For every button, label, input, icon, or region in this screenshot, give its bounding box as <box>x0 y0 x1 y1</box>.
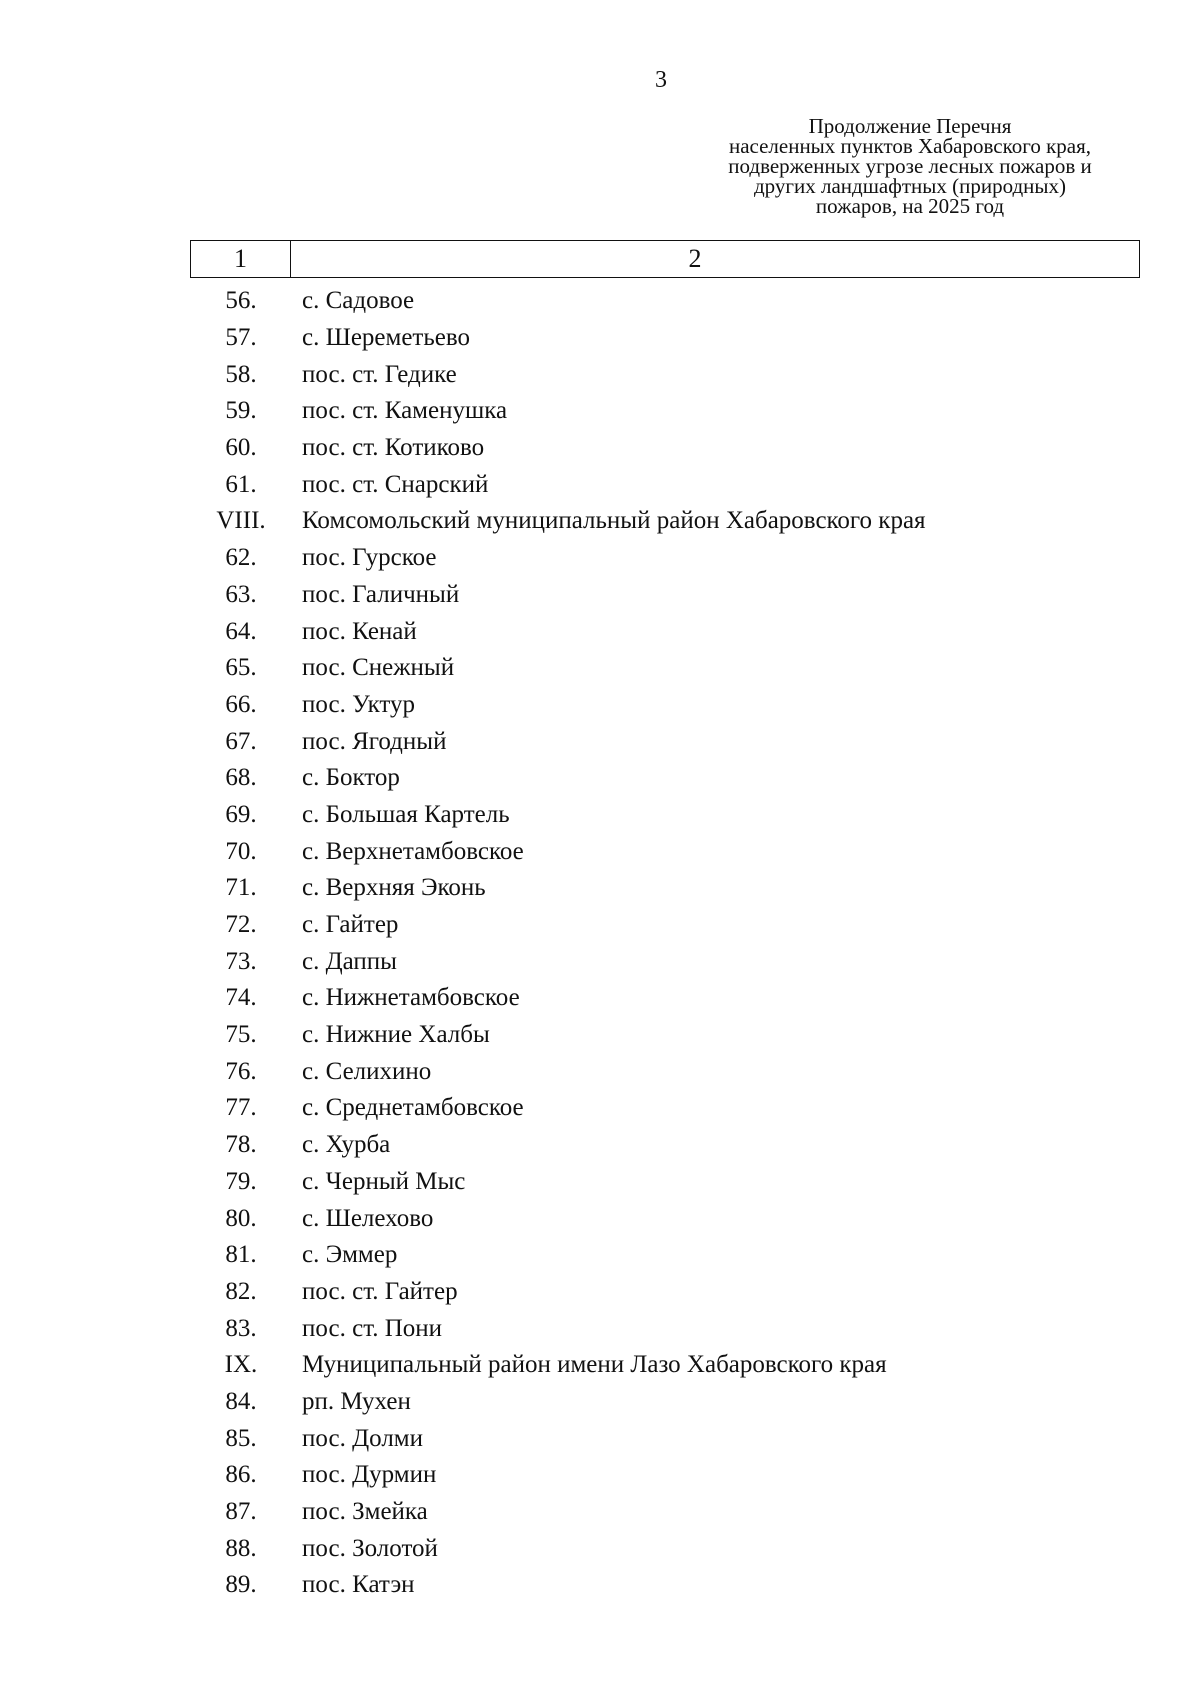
table-header <box>190 240 1140 278</box>
settlement-name: пос. Кенай <box>302 617 417 645</box>
row-number: 83. <box>225 1314 257 1342</box>
settlement-name: пос. Золотой <box>302 1534 438 1562</box>
settlement-name: пос. Ягодный <box>302 727 447 755</box>
table-row <box>190 1200 1140 1237</box>
row-number: 80. <box>225 1204 257 1232</box>
row-number: 60. <box>225 434 257 462</box>
row-number: 61. <box>225 470 257 498</box>
row-number: 58. <box>225 360 257 388</box>
settlement-name: пос. Уктур <box>302 690 416 718</box>
row-number: 79. <box>225 1167 257 1195</box>
settlement-name: пос. Долми <box>302 1424 423 1452</box>
row-number: 77. <box>225 1094 257 1122</box>
settlement-name: пос. ст. Снарский <box>302 470 489 498</box>
heading-line: подверженных угрозе лесных пожаров и <box>728 154 1092 178</box>
settlement-name: с. Верхняя Эконь <box>302 874 486 902</box>
row-number: 67. <box>225 727 257 755</box>
row-number: 65. <box>225 654 257 682</box>
row-number: 63. <box>225 580 257 608</box>
settlement-name: пос. Галичный <box>302 580 460 608</box>
row-number: 66. <box>225 690 257 718</box>
settlement-name: с. Даппы <box>302 947 397 975</box>
table-row <box>190 943 1140 980</box>
settlement-name: пос. Гурское <box>302 544 437 572</box>
table-row <box>190 980 1140 1017</box>
row-number: 78. <box>225 1131 257 1159</box>
settlement-name: пос. ст. Гайтер <box>302 1277 458 1305</box>
row-number: 75. <box>225 1021 257 1049</box>
table-row <box>190 760 1140 797</box>
row-number: 76. <box>225 1057 257 1085</box>
row-number: 84. <box>225 1387 257 1415</box>
settlement-name: с. Садовое <box>302 287 415 315</box>
row-number: 89. <box>225 1571 257 1599</box>
table-row <box>190 833 1140 870</box>
settlement-name: с. Шереметьево <box>302 324 470 352</box>
heading-line: Продолжение Перечня <box>808 114 1012 138</box>
table-row <box>190 1420 1140 1457</box>
table-row <box>190 1053 1140 1090</box>
row-number: 59. <box>225 397 257 425</box>
table-row <box>190 1494 1140 1531</box>
settlement-name: с. Боктор <box>302 764 400 792</box>
table-row <box>190 1127 1140 1164</box>
row-number: IX. <box>224 1351 258 1379</box>
row-number: 62. <box>225 544 257 572</box>
page-number: 3 <box>655 67 667 93</box>
settlement-name: пос. Змейка <box>302 1498 428 1526</box>
table-row <box>190 540 1140 577</box>
settlement-name: пос. Снежный <box>302 654 455 682</box>
table-row <box>190 393 1140 430</box>
table-row <box>190 870 1140 907</box>
row-number: 81. <box>225 1241 257 1269</box>
settlement-name: пос. Дурмин <box>302 1461 437 1489</box>
settlement-name: с. Черный Мыс <box>302 1167 466 1195</box>
row-number: 85. <box>225 1424 257 1452</box>
settlement-name: с. Гайтер <box>302 911 399 939</box>
row-number: 74. <box>225 984 257 1012</box>
settlement-name: пос. ст. Гедике <box>302 360 457 388</box>
settlement-name: Муниципальный район имени Лазо Хабаровского края <box>302 1351 887 1379</box>
table-row <box>190 1090 1140 1127</box>
table-row <box>190 577 1140 614</box>
table-row <box>190 1310 1140 1347</box>
table-row <box>190 1237 1140 1274</box>
heading-line: населенных пунктов Хабаровского края, <box>728 134 1092 158</box>
table-row <box>190 430 1140 467</box>
row-number: 70. <box>225 837 257 865</box>
settlement-name: с. Большая Картель <box>302 800 510 828</box>
table-row <box>190 320 1140 357</box>
table-row <box>190 687 1140 724</box>
row-number: 88. <box>225 1534 257 1562</box>
settlement-name: с. Среднетамбовское <box>302 1094 524 1122</box>
settlement-name: с. Хурба <box>302 1131 391 1159</box>
settlement-name: с. Селихино <box>302 1057 432 1085</box>
table-row <box>190 503 1140 540</box>
heading-line: пожаров, на 2025 год <box>815 194 1005 218</box>
settlement-name: пос. ст. Пони <box>302 1314 443 1342</box>
row-number: 82. <box>225 1277 257 1305</box>
row-number: 86. <box>225 1461 257 1489</box>
table-row <box>190 723 1140 760</box>
table-row <box>190 1530 1140 1567</box>
table-row <box>190 650 1140 687</box>
row-number: 69. <box>225 800 257 828</box>
table-row <box>190 356 1140 393</box>
table-row <box>190 1384 1140 1421</box>
settlement-list <box>190 283 1140 1604</box>
settlement-name: пос. ст. Каменушка <box>302 397 508 425</box>
row-number: VIII. <box>216 507 266 535</box>
row-number: 56. <box>225 287 257 315</box>
table-row <box>190 1274 1140 1311</box>
settlement-name: с. Шелехово <box>302 1204 434 1232</box>
settlement-name: Комсомольский муниципальный район Хабаровского края <box>302 507 926 535</box>
row-number: 57. <box>225 324 257 352</box>
table-row <box>190 1567 1140 1604</box>
table-header-column-name: 2 <box>688 244 702 273</box>
table-row <box>190 613 1140 650</box>
settlement-name: пос. Катэн <box>302 1571 415 1599</box>
row-number: 72. <box>225 911 257 939</box>
table-header-column-number: 1 <box>191 241 291 277</box>
row-number: 71. <box>225 874 257 902</box>
table-row <box>190 1457 1140 1494</box>
table-row <box>190 797 1140 834</box>
table-row <box>190 466 1140 503</box>
settlement-name: рп. Мухен <box>302 1387 411 1415</box>
row-number: 73. <box>225 947 257 975</box>
heading-line: других ландшафтных (природных) <box>754 174 1066 198</box>
settlement-name: с. Нижнетамбовское <box>302 984 520 1012</box>
document-heading <box>690 116 1130 216</box>
table-row <box>190 283 1140 320</box>
table-row <box>190 1347 1140 1384</box>
settlement-name: с. Верхнетамбовское <box>302 837 524 865</box>
table-row <box>190 907 1140 944</box>
settlement-name: пос. ст. Котиково <box>302 434 485 462</box>
row-number: 87. <box>225 1498 257 1526</box>
table-row <box>190 1017 1140 1054</box>
settlement-name: с. Нижние Халбы <box>302 1021 490 1049</box>
row-number: 68. <box>225 764 257 792</box>
table-row <box>190 1164 1140 1201</box>
row-number: 64. <box>225 617 257 645</box>
settlement-name: с. Эммер <box>302 1241 398 1269</box>
